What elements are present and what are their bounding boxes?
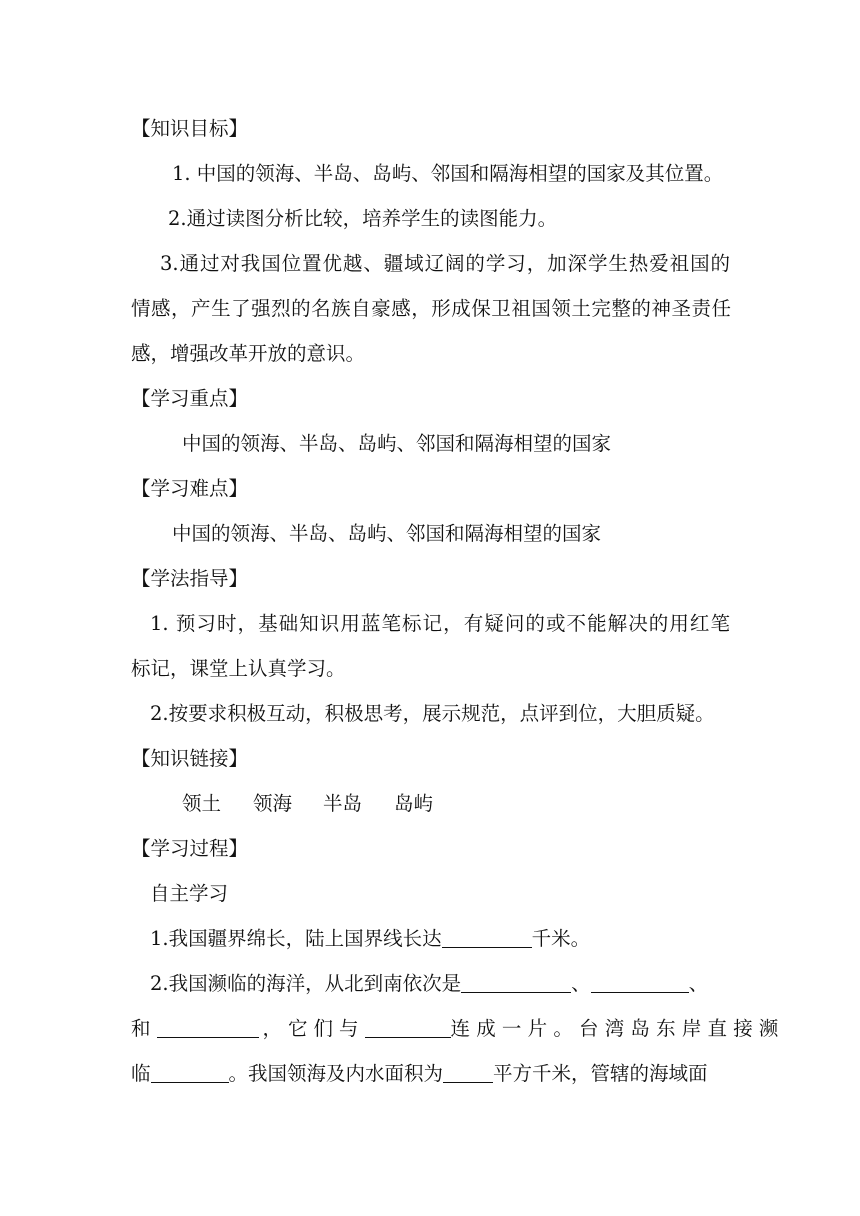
study-guide-item-1-line-2: 标记，课堂上认真学习。 — [131, 657, 346, 680]
knowledge-goal-3-line-2: 情感，产生了强烈的名族自豪感，形成保卫祖国领土完整的神圣责任 — [131, 297, 731, 320]
process-heading: 【学习过程】 — [131, 837, 249, 860]
blank-sea-1[interactable] — [461, 972, 571, 993]
blank-taiwan-east[interactable] — [151, 1062, 229, 1083]
knowledge-goal-1: 1. 中国的领海、半岛、岛屿、邻国和隔海相望的国家及其位置。 — [172, 162, 724, 185]
blank-sea-area[interactable] — [443, 1062, 493, 1083]
key-points-text: 中国的领海、半岛、岛屿、邻国和隔海相望的国家 — [182, 432, 612, 455]
question-1 — [150, 926, 750, 952]
question-2-mid: ，它们与 — [262, 1017, 365, 1040]
question-2-line-3-start: 临 — [131, 1062, 151, 1085]
knowledge-links-heading: 【知识链接】 — [131, 747, 249, 770]
term-territorial-sea: 领海 — [253, 792, 293, 815]
knowledge-goal-3-line-3: 感，增强改革开放的意识。 — [131, 342, 366, 365]
question-2-line-1 — [150, 971, 750, 997]
blank-ocean[interactable] — [365, 1017, 451, 1038]
difficulties-text: 中国的领海、半岛、岛屿、邻国和隔海相望的国家 — [172, 522, 602, 545]
separator: 、 — [688, 972, 709, 995]
key-points-heading: 【学习重点】 — [131, 387, 249, 410]
knowledge-links-terms — [182, 791, 782, 817]
study-guide-heading: 【学法指导】 — [131, 567, 249, 590]
blank-border-length[interactable] — [442, 927, 532, 948]
knowledge-goal-2: 2.通过读图分析比较，培养学生的读图能力。 — [168, 207, 558, 230]
difficulties-heading: 【学习难点】 — [131, 477, 249, 500]
question-2-line-2 — [131, 1016, 785, 1042]
blank-sea-3[interactable] — [157, 1017, 259, 1038]
question-2-after: 连成一片。台湾岛东岸直接濒 — [450, 1017, 785, 1040]
knowledge-goals-heading: 【知识目标】 — [131, 117, 249, 140]
blank-sea-2[interactable] — [591, 972, 689, 993]
knowledge-goal-3-line-1: 3.通过对我国位置优越、疆域辽阔的学习，加深学生热爱祖国的 — [160, 252, 730, 275]
question-2-and: 和 — [131, 1017, 151, 1040]
separator: 、 — [571, 972, 591, 995]
study-guide-item-2: 2.按要求积极互动，积极思考，展示规范，点评到位，大胆质疑。 — [150, 702, 715, 725]
question-2-line-3-mid: 。我国领海及内水面积为 — [228, 1062, 444, 1085]
question-1-unit: 千米。 — [531, 927, 591, 950]
term-islands: 岛屿 — [394, 792, 434, 815]
term-territory: 领土 — [182, 792, 222, 815]
self-study-subheading: 自主学习 — [150, 882, 229, 905]
question-2-line-3-end: 平方千米，管辖的海域面 — [493, 1062, 708, 1085]
question-2-text: 2.我国濒临的海洋，从北到南依次是 — [150, 972, 462, 995]
study-guide-item-1-line-1: 1. 预习时，基础知识用蓝笔标记，有疑问的或不能解决的用红笔 — [150, 612, 730, 635]
question-1-text: 1.我国疆界绵长，陆上国界线长达 — [150, 927, 442, 950]
term-peninsula: 半岛 — [323, 792, 363, 815]
question-2-line-3 — [131, 1061, 731, 1087]
